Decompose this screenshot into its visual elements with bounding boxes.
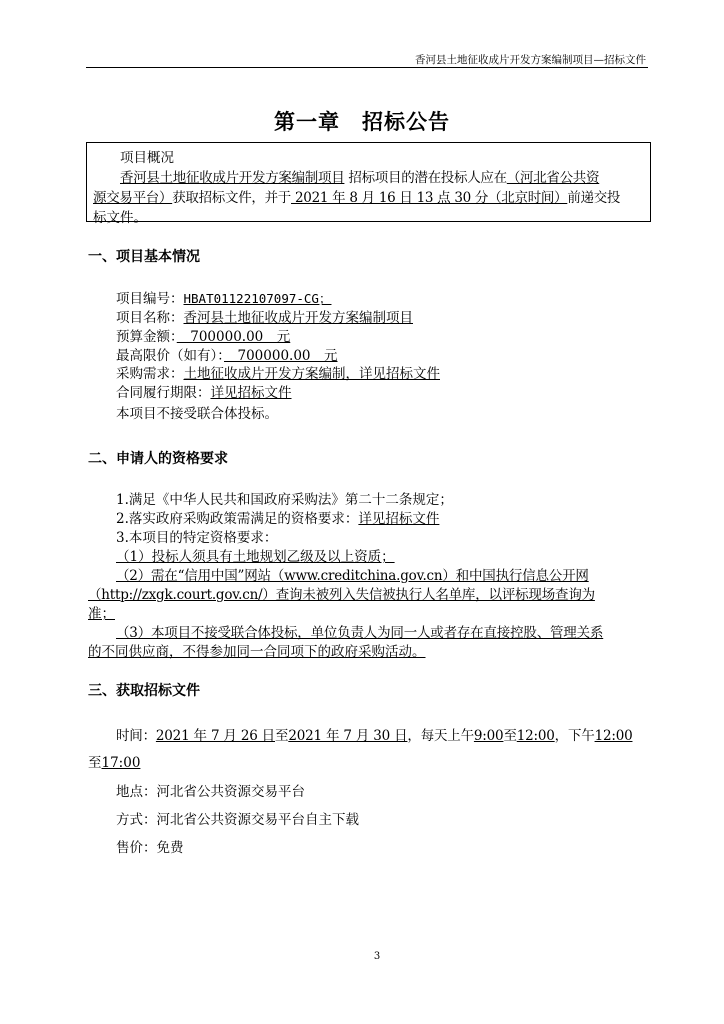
acquisition-time-line (116, 724, 632, 744)
section3-heading: 三、获取招标文件 (88, 683, 200, 699)
budget-line (116, 325, 290, 345)
max-price-label: 最高限价（如有）： (116, 348, 224, 364)
consortium-note: 本项目不接受联合体投标。 (116, 406, 278, 422)
budget-value: 700000.00 元 (176, 329, 291, 345)
contract-period-line (116, 381, 292, 401)
demand-label: 采购需求： (116, 366, 184, 382)
overview-text4: 标文件。 (93, 210, 147, 226)
end-date: 2021 年 7 月 30 日 (288, 728, 408, 744)
project-overview-box (86, 142, 651, 226)
overview-project-name: 香河县土地征收成片开发方案编制项目 (120, 170, 345, 186)
pm-end: 17:00 (101, 755, 141, 771)
demand-value: 土地征收成片开发方案编制，详见招标文件 (183, 366, 440, 382)
specific-requirement-3a: （3）本项目不接受联合体投标，单位负责人为同一人或者存在直接控股、管理关系 (116, 625, 604, 641)
acquisition-place: 地点：河北省公共资源交易平台 (116, 784, 305, 800)
overview-label: 项目概况 (120, 150, 174, 166)
budget-label: 预算金额： (116, 329, 177, 345)
daily-text: ，每天上午 (407, 728, 474, 744)
section2-heading: 二、申请人的资格要求 (88, 451, 228, 467)
acquisition-method: 方式：河北省公共资源交易平台自主下载 (116, 812, 359, 828)
project-name-value: 香河县土地征收成片开发方案编制项目 (183, 310, 413, 326)
specific-requirement-2c: 准； (88, 606, 115, 622)
time-label: 时间： (116, 728, 156, 744)
contract-period-value: 详见招标文件 (210, 385, 292, 401)
qualification-item-2-label: 2.落实政府采购政策需满足的资格要求： (116, 511, 359, 527)
specific-requirement-1: （1）投标人须具有土地规划乙级及以上资质； (116, 549, 395, 565)
max-price-line (116, 344, 338, 364)
qualification-item-2 (116, 507, 439, 527)
specific-requirement-2b: （http://zxgk.court.gov.cn/）查询未被列入失信被执行人名单库，以评标现场查询为 (88, 587, 595, 603)
overview-platform-b: 源交易平台） (93, 190, 173, 206)
project-name-label: 项目名称： (116, 310, 184, 326)
specific-requirement-3b: 的不同供应商，不得参加同一合同项下的政府采购活动。 (88, 644, 426, 660)
am-start: 9:00 (473, 728, 504, 744)
project-number-value: HBAT01122107097-CG； (183, 291, 332, 306)
page-number: 3 (373, 951, 381, 962)
chapter-title: 第一章 招标公告 (274, 110, 450, 134)
overview-deadline: 2021 年 8 月 16 日 13 点 30 分（北京时间） (291, 190, 568, 206)
to-3: 至 (88, 755, 102, 771)
running-header: 香河县土地征收成片开发方案编制项目—招标文件 (415, 54, 646, 66)
to-1: 至 (275, 728, 289, 744)
overview-platform-a: （河北省公共资 (506, 170, 600, 186)
overview-text3: 前递交投 (567, 190, 621, 206)
specific-requirement-2a: （2）需在“信用中国”网站（www.creditchina.gov.cn）和中国执行信息公开网 (116, 568, 589, 584)
am-end: 12:00 (516, 728, 555, 744)
overview-text2: 获取招标文件，并于 (172, 190, 292, 206)
project-number-label: 项目编号： (116, 291, 184, 307)
section1-heading: 一、项目基本情况 (88, 249, 200, 265)
start-date: 2021 年 7 月 26 日 (155, 728, 275, 744)
qualification-item-3: 3.本项目的特定资格要求： (116, 530, 278, 546)
max-price-value: 700000.00 元 (224, 348, 338, 364)
project-name-line (116, 306, 413, 326)
overview-text1: 招标项目的潜在投标人应在 (344, 170, 507, 186)
pm-label: ，下午 (554, 728, 595, 744)
to-2: 至 (503, 728, 517, 744)
acquisition-time-line-2 (88, 751, 140, 771)
qualification-item-2-value: 详见招标文件 (358, 511, 440, 527)
demand-line (116, 362, 440, 382)
pm-start: 12:00 (594, 728, 633, 744)
contract-period-label: 合同履行期限： (116, 385, 211, 401)
project-number-line (116, 287, 331, 307)
qualification-item-1: 1.满足《中华人民共和国政府采购法》第二十二条规定； (116, 492, 453, 508)
header-rule (86, 67, 648, 68)
acquisition-price: 售价：免费 (116, 840, 184, 856)
